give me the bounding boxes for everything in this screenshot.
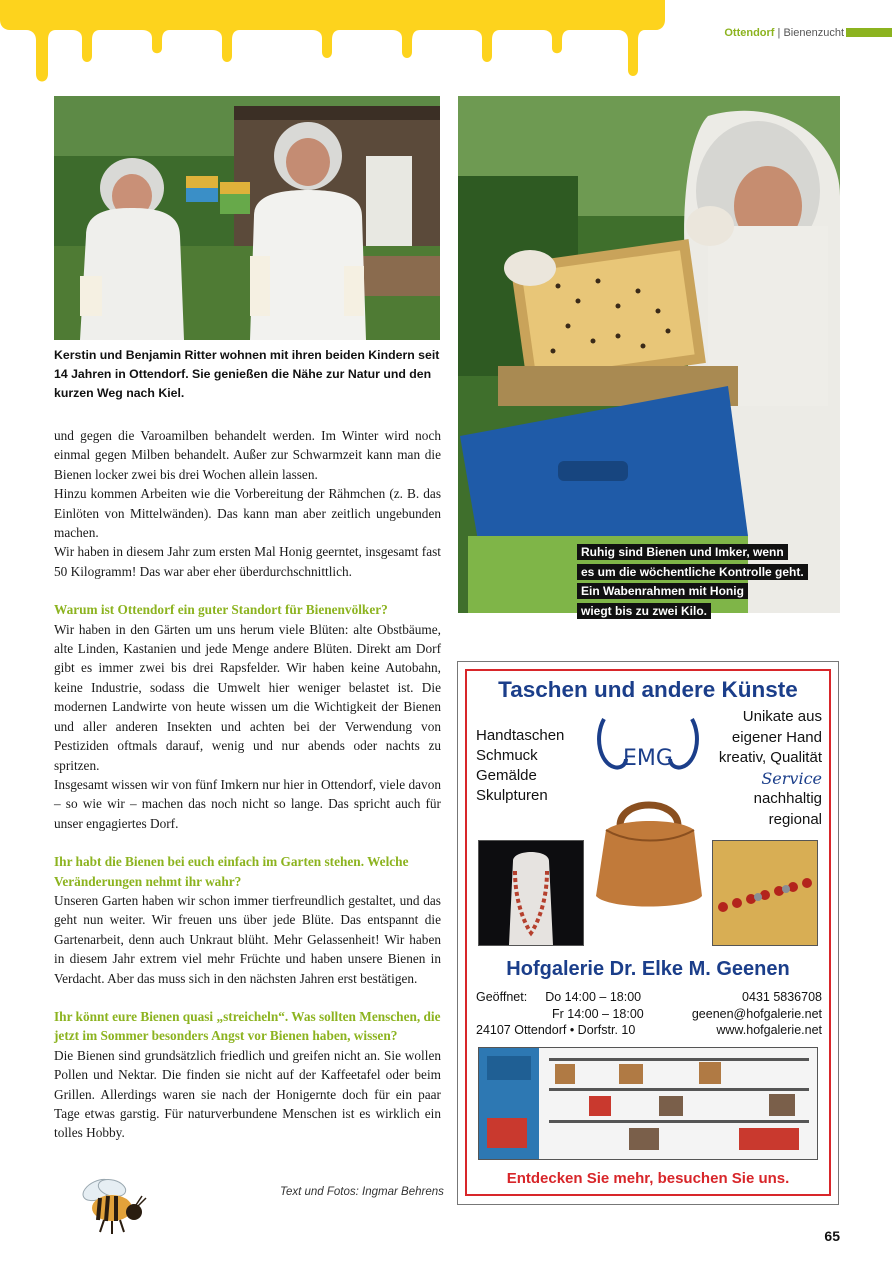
- hours-thursday: Do 14:00 – 18:00: [545, 990, 642, 1004]
- photo2-caption-line: wiegt bis zu zwei Kilo.: [577, 603, 711, 619]
- website-link[interactable]: www.hofgalerie.net: [716, 1023, 822, 1037]
- article-paragraph: Die Bienen sind grundsätzlich friedlich und greifen nicht an. Sie wollen Pollen und Nektar. Die finden sie nicht auf der Kaffeetafel oder beim Grillen. Allerdings waren sie nach der Honigernte doch für ein paar Tage etwas garstig. Für naturverbundene Menschen ist es wirklich ein tolles Hobby.: [54, 1047, 441, 1141]
- photo1-caption: Kerstin und Benjamin Ritter wohnen mit ihren beiden Kindern seit 14 Jahren in Ottendorf. Sie genießen die Nähe zur Natur und den kurzen Weg nach Kiel.: [54, 348, 440, 400]
- photo-beekeepers-couple: [54, 96, 440, 340]
- logo-text: EMG: [623, 746, 673, 771]
- header-section-name: Bienenzucht: [783, 27, 844, 39]
- photo-credit: Text und Fotos: Ingmar Behrens: [280, 1186, 444, 1198]
- ad-title: Taschen und andere Künste: [498, 677, 798, 702]
- section-header: [724, 27, 844, 39]
- interview-question: Warum ist Ottendorf ein guter Standort für Bienenvölker?: [54, 602, 388, 618]
- photo2-caption-line: Ein Wabenrahmen mit Honig: [577, 583, 748, 599]
- ad-quality-item: regional: [768, 810, 822, 828]
- ad-service-word: Service: [761, 768, 822, 788]
- article-paragraph: Unseren Garten haben wir schon immer tierfreundlich gestaltet, und das geht nun weiter. Wir freuen uns über jede Blüte. Das entspannt die Gartenarbeit, denn auch Unkraut blüht. Mehr Gelassenheit! Wir haben in diesem Jahr extrem viel mehr Früchte und haben unsere Bienen in Verdacht. Aber das muss sich in den nächsten Jahren erst bestätigen.: [54, 892, 441, 986]
- gallery-logo: [596, 717, 700, 775]
- photo2-caption-line: es um die wöchentliche Kontrolle geht.: [577, 564, 808, 580]
- ad-quality-item: Unikate aus: [742, 708, 822, 725]
- ad-call-to-action: Entdecken Sie mehr, besuchen Sie uns.: [506, 1170, 790, 1187]
- header-accent-bar: [846, 28, 892, 37]
- ad-product-list: [476, 726, 564, 806]
- ad-product-item: Schmuck: [476, 747, 538, 764]
- article-body: [54, 426, 441, 1143]
- article-paragraph: Wir haben in diesem Jahr zum ersten Mal Honig geerntet, insgesamt fast 50 Kilogramm! Das war aber eher überdurchschnittlich.: [54, 544, 441, 579]
- article-paragraph: Hinzu kommen Arbeiten wie die Vorbereitung der Rähmchen (z. B. das Einlöten von Mittelwänden). Das kann man aber zeitlich ungebunden machen.: [54, 486, 441, 541]
- interview-question: Ihr könnt eure Bienen quasi „streicheln“. Was sollten Menschen, die jetzt im Sommer besonders Angst vor Bienen haben, wissen?: [54, 1008, 441, 1044]
- photo-honeycomb-frame: [458, 96, 840, 613]
- hours-friday: Fr 14:00 – 18:00: [552, 1006, 644, 1021]
- article-paragraph: Wir haben in den Gärten um uns herum viele Blüten: alte Obstbäume, alte Linden, Kastanien und jede Menge andere Blüten. Direkt am Dorf gibt es immer zwei bis drei Rapsfelder. Wir haben keine Autobahn, keine Industrie, sodass die Umwelt hier weniger belastet ist. Die modernen Landwirte von heute wissen um die Wichtigkeit der Bienen und aller anderen Insekten und achten bei der Verwendung von Pestiziden oftmals darauf, wenig und nur abends oder nachts zu spritzen.: [54, 621, 441, 773]
- header-separator: |: [774, 27, 784, 39]
- header-place: Ottendorf: [724, 27, 775, 39]
- ad-qualities: [719, 707, 822, 830]
- shop-interior-image: [478, 1047, 818, 1160]
- ad-product-item: Skulpturen: [476, 787, 548, 804]
- ad-product-item: Handtaschen: [476, 727, 565, 744]
- photo2-caption: [577, 543, 808, 621]
- necklace-thumbnail: [478, 840, 584, 946]
- article-paragraph: und gegen die Varoamilben behandelt werden. Im Winter wird noch einmal gegen Milben behandelt. Außer zur Schwarmzeit kann man die Bienen locker zwei bis drei Wochen allein lassen.: [54, 428, 441, 482]
- photo2-caption-line: Ruhig sind Bienen und Imker, wenn: [577, 544, 788, 560]
- handbag-image: [590, 796, 708, 912]
- opening-hours: [476, 989, 644, 1039]
- bracelet-thumbnail: [712, 840, 818, 946]
- gallery-name: Hofgalerie Dr. Elke M. Geenen: [506, 958, 790, 980]
- ad-product-item: Gemälde: [476, 767, 537, 784]
- honey-drip-banner: [0, 0, 670, 86]
- page-number: 65: [824, 1228, 840, 1244]
- hours-label: Geöffnet:: [476, 990, 528, 1004]
- interview-question: Ihr habt die Bienen bei euch einfach im Garten stehen. Welche Veränderungen nehmt ihr wahr?: [54, 854, 409, 889]
- article-paragraph: Insgesamt wissen wir von fünf Imkern nur hier in Ottendorf, viele davon – so wie wir – machen das noch nicht so lange. Das spricht auch für unser engagiertes Dorf.: [54, 776, 441, 831]
- email-link[interactable]: geenen@hofgalerie.net: [691, 1006, 822, 1021]
- bee-illustration: [76, 1174, 150, 1236]
- gallery-address: 24107 Ottendorf • Dorfstr. 10: [476, 1023, 636, 1037]
- ad-quality-item: nachhaltig: [753, 790, 822, 807]
- contact-info: [692, 989, 822, 1039]
- ad-quality-item: kreativ, Qualität: [718, 749, 822, 766]
- ad-quality-item: eigener Hand: [731, 728, 822, 746]
- phone-number: 0431 5836708: [742, 990, 822, 1004]
